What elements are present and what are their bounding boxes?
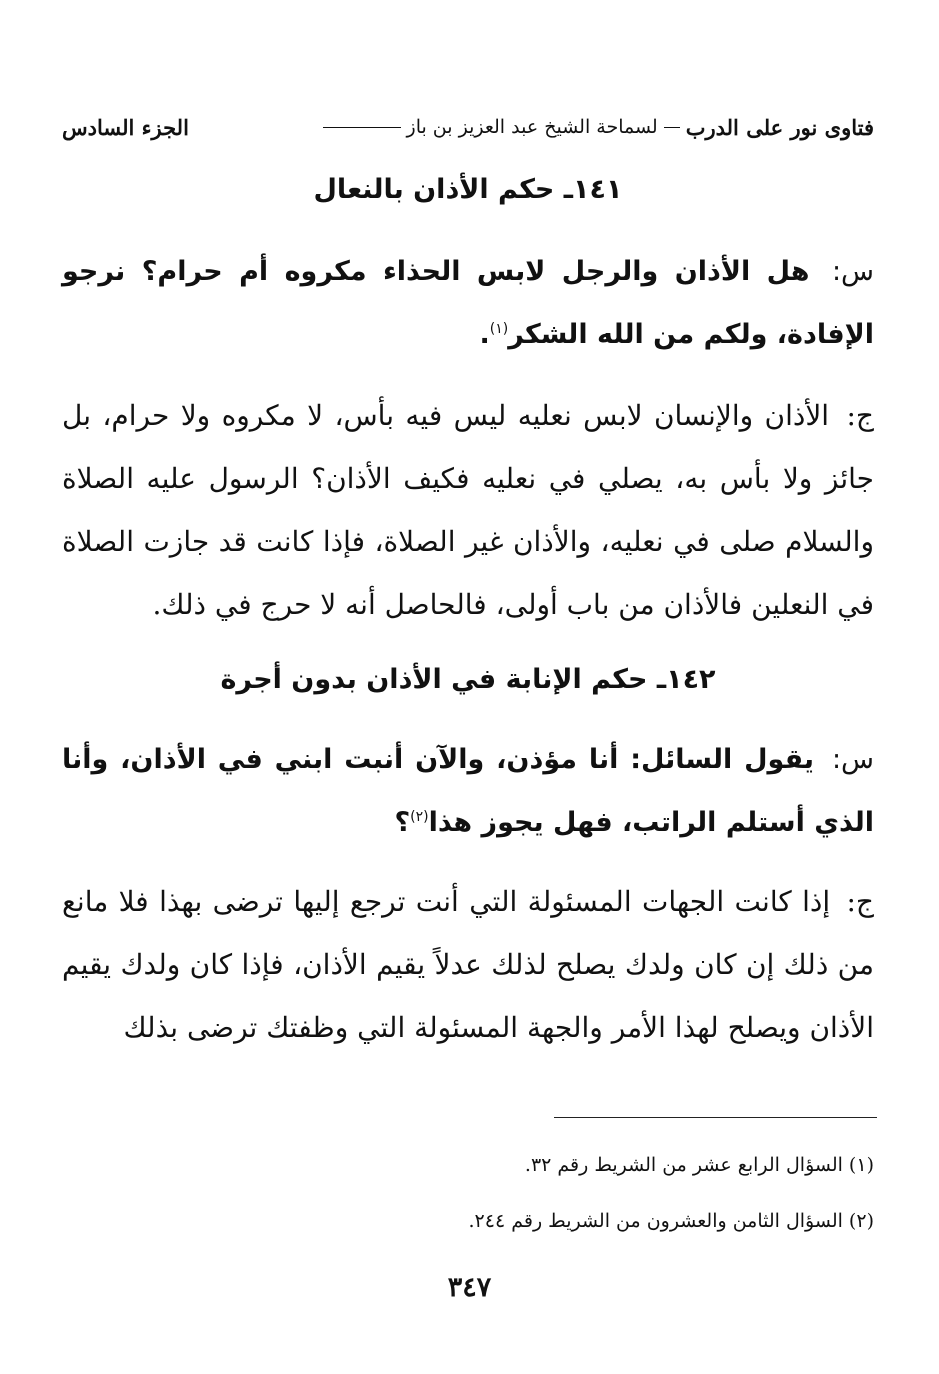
- section-heading-141: ١٤١ـ حكم الأذان بالنعال: [313, 174, 623, 205]
- footnote-2: (٢) السؤال الثامن والعشرون من الشريط رقم ٢٤٤.: [468, 1210, 874, 1232]
- page-number: ٣٤٧: [447, 1272, 492, 1303]
- volume-label: الجزء السادس: [62, 114, 189, 140]
- footnote-ref-2: (٢): [410, 809, 429, 825]
- answer-text: إذا كانت الجهات المسئولة التي أنت ترجع إليها ترضى بهذا فلا مانع من ذلك إن كان ولدك يصلح لذلك عدلاً يقيم الأذان، فإذا كان ولدك يقيم الأذان ويصلح لهذا الأمر والجهة المسئولة التي وظفتك ترضى بذلك: [62, 885, 874, 1044]
- footnote-separator: [554, 1117, 877, 1118]
- header-rule: [323, 127, 401, 128]
- question-end-mark: .: [479, 319, 490, 350]
- answer-142: [62, 870, 874, 1059]
- running-header: [62, 110, 874, 144]
- book-title: فتاوى نور على الدرب: [685, 114, 874, 140]
- question-text: يقول السائل: أنا مؤذن، والآن أنبت ابني في الأذان، وأنا الذي أستلم الراتب، فهل يجوز هذا: [62, 744, 874, 838]
- question-text: هل الأذان والرجل لابس الحذاء مكروه أم حرام؟ نرجو الإفادة، ولكم من الله الشكر: [62, 256, 874, 350]
- question-label: س:: [831, 744, 874, 775]
- footnote-ref-1: (١): [489, 321, 509, 337]
- answer-label: ج:: [846, 885, 875, 918]
- header-dash: [664, 127, 680, 128]
- question-141: [62, 240, 874, 366]
- answer-text: الأذان والإنسان لابس نعليه ليس فيه بأس، لا مكروه ولا حرام، بل جائز ولا بأس به، يصلي في نعليه فكيف الأذان؟ الرسول عليه الصلاة والسلام صلى في نعليه، والأذان غير الصلاة، فإذا كانت قد جازت الصلاة في النعلين فالأذان من باب أولى، فالحاصل أنه لا حرج في ذلك.: [62, 399, 874, 621]
- author-name: لسماحة الشيخ عبد العزيز بن باز: [406, 116, 658, 138]
- question-label: س:: [831, 256, 874, 287]
- answer-141: [62, 384, 874, 636]
- footnote-1: (١) السؤال الرابع عشر من الشريط رقم ٣٢.: [524, 1154, 874, 1176]
- section-heading-142: ١٤٢ـ حكم الإنابة في الأذان بدون أجرة: [220, 664, 716, 695]
- question-end-mark: ؟: [394, 807, 411, 838]
- answer-label: ج:: [846, 399, 874, 432]
- header-title-group: [323, 115, 874, 140]
- question-142: [62, 728, 874, 854]
